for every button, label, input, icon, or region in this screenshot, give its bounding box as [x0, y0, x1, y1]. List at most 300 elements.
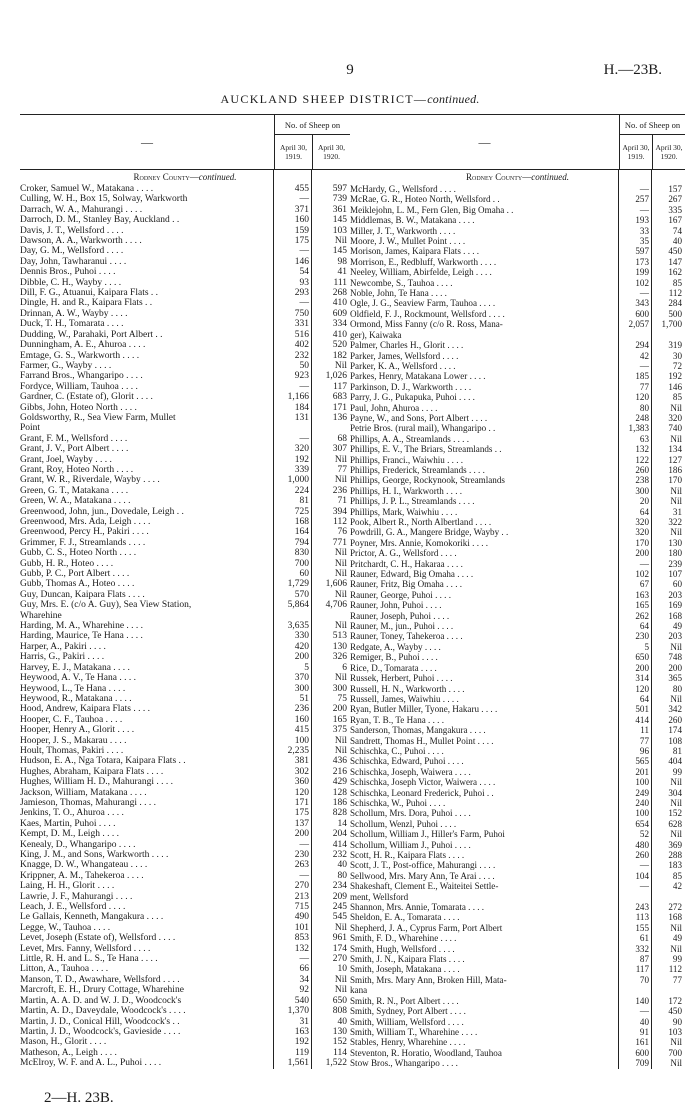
- sheep-1919-cell: 381: [294, 756, 309, 767]
- sheep-1919-cell: 140: [635, 995, 649, 1006]
- table-row: [20, 351, 350, 361]
- sheep-1920-cell: 284: [668, 298, 682, 309]
- sheep-1919-cell: 52: [639, 829, 649, 840]
- sheep-1920-cell: 326: [332, 652, 347, 663]
- sheep-1919-cell: 1,561: [287, 1058, 309, 1069]
- owner-name-cell: Russek, Herbert, Puhoi . . . .: [350, 673, 453, 684]
- owner-name-cell: Gibbs, John, Hoteo North . . . .: [20, 402, 137, 413]
- sheep-1920-cell: Nil: [670, 1058, 682, 1069]
- owner-name-cell: Mason, H., Glorit . . . .: [20, 1037, 107, 1048]
- owner-name-cell: Rauner, Edward, Big Omaha . . . .: [350, 569, 474, 580]
- owner-name-cell: Dill, F. G., Atuanui, Kaipara Flats . .: [20, 288, 159, 299]
- sheep-1919-cell: 34: [299, 974, 309, 985]
- table-row: [350, 371, 685, 381]
- sheep-1919-cell: 5: [644, 641, 649, 652]
- sheep-1920-cell: Nil: [334, 236, 347, 247]
- owner-name-cell: Drinnan, A. W., Wayby . . . .: [20, 308, 128, 319]
- sheep-1920-cell: Nil: [334, 974, 347, 985]
- sheep-1920-cell: [312, 611, 350, 621]
- sheep-1920-cell: 168: [668, 912, 682, 923]
- table-row: [20, 465, 350, 475]
- sheep-1919-cell: 100: [635, 777, 649, 788]
- table-row: [20, 517, 350, 527]
- table-row: [350, 361, 685, 371]
- sheep-1919-cell: 35: [639, 236, 649, 247]
- sheep-1920-cell: 597: [332, 184, 347, 194]
- owner-name-cell: King, J. M., and Sons, Warkworth . . . .: [20, 850, 169, 860]
- table-row: [20, 912, 350, 922]
- owner-name-cell: Green, W. A., Matakana . . . .: [20, 496, 131, 507]
- sheep-1920-cell: 182: [332, 350, 347, 361]
- sheep-1920-cell: 410: [332, 298, 347, 309]
- owner-name-cell: Hudson, E. A., Nga Totara, Kaipara Flats . .: [20, 756, 186, 767]
- table-row: [350, 1058, 685, 1068]
- sheep-1920-cell: 40: [337, 1016, 347, 1027]
- sheep-1920-cell: 14: [337, 818, 347, 829]
- sheep-1920-cell: [312, 423, 350, 433]
- owner-name-cell: ment, Wellsford: [350, 891, 409, 902]
- sheep-1920-cell: 609: [332, 308, 347, 319]
- sheep-1920-cell: 30: [672, 350, 682, 361]
- table-row: [20, 944, 350, 954]
- table-row: [350, 850, 685, 860]
- table-row: [350, 475, 685, 485]
- sheep-1919-cell: 63: [639, 433, 649, 444]
- sheep-1919-cell: 1,729: [287, 579, 309, 590]
- sheep-1920-cell: 650: [332, 995, 347, 1006]
- owner-name-cell: Harding, M. A., Wharehine . . . .: [20, 621, 144, 632]
- owner-name-cell: Russell, James, Waiwhiu . . . .: [350, 693, 459, 704]
- table-row: [20, 985, 350, 995]
- owner-name-cell: Gubb, P. C., Port Albert . . . .: [20, 569, 130, 580]
- sheep-1919-cell: 91: [639, 1026, 649, 1037]
- table-row: [20, 860, 350, 870]
- sheep-1920-cell: 200: [332, 704, 347, 715]
- sheep-1919-cell: 830: [294, 548, 309, 559]
- sheep-1919-cell: 370: [294, 673, 309, 684]
- sheep-1919-cell: 420: [294, 641, 309, 652]
- owner-name-cell: Hughes, William H. D., Mahurangi . . . .: [20, 777, 174, 788]
- sheep-1919-cell: 113: [635, 912, 649, 923]
- page-reference: H.—23B.: [603, 62, 662, 78]
- owner-name-cell: Powdrill, G. A., Mangere Bridge, Wayby . .: [350, 527, 509, 538]
- sheep-1919-cell: 1,383: [628, 423, 649, 434]
- sheep-1919-cell: 3,635: [287, 621, 309, 632]
- sheep-1919-cell: 67: [639, 579, 649, 590]
- owner-name-cell: Levet, Joseph (Estate of), Wellsford . . . .: [20, 933, 176, 944]
- table-row: [350, 236, 685, 246]
- sheep-1920-cell: 628: [668, 818, 682, 829]
- sheep-1919-cell: 200: [635, 548, 649, 559]
- sheep-1920-cell: 361: [332, 204, 347, 215]
- owner-name-cell: Paul, John, Ahuroa . . . .: [350, 402, 438, 413]
- table-row: [350, 684, 685, 694]
- table-row: [350, 912, 685, 922]
- sheep-1920-cell: 10: [337, 964, 347, 975]
- sheep-1920-cell: Nil: [670, 777, 682, 788]
- sheep-1919-cell: 314: [635, 673, 649, 684]
- sheep-1920-cell: 40: [672, 236, 682, 247]
- owner-name-cell: Ogle, J. G., Seaview Farm, Tauhoa . . . .: [350, 298, 496, 309]
- sheep-1920-cell: Nil: [334, 735, 347, 746]
- owner-name-cell: Poyner, Mrs. Annie, Komokoriki . . . .: [350, 537, 489, 548]
- table-row: [20, 184, 350, 194]
- sheep-1920-cell: 375: [332, 725, 347, 736]
- table-row: [20, 964, 350, 974]
- owner-name-cell: Miller, J. T., Warkworth . . . .: [350, 225, 456, 236]
- sheep-1919-cell: 570: [294, 589, 309, 600]
- owner-name-cell: Kaes, Martin, Puhoi . . . .: [20, 818, 116, 829]
- owner-name-cell: Harper, A., Pakiri . . . .: [20, 641, 106, 652]
- sheep-1920-cell: 429: [332, 777, 347, 788]
- owner-name-cell: Martin, A. D., Daveydale, Woodcock's . . . .: [20, 1006, 186, 1017]
- table-row: [20, 871, 350, 881]
- table-row: [350, 392, 685, 402]
- table-row: [350, 694, 685, 704]
- owner-name-cell: Dennis Bros., Puhoi . . . .: [20, 267, 116, 278]
- owner-name-cell: Smith, R. N., Port Albert . . . .: [350, 995, 459, 1006]
- sheep-1920-cell: 130: [332, 1026, 347, 1037]
- table-row: [350, 819, 685, 829]
- owner-name-cell: Sellwood, Mrs. Mary Ann, Te Arai . . . .: [350, 870, 495, 881]
- owner-name-cell: Levet, Mrs. Fanny, Wellsford . . . .: [20, 943, 151, 954]
- sheep-1920-cell: Nil: [334, 548, 347, 559]
- sheep-1919-cell: 597: [635, 246, 649, 257]
- sheep-1919-cell: 117: [635, 964, 649, 975]
- sheep-1920-cell: 174: [668, 725, 682, 736]
- table-row: [350, 767, 685, 777]
- owner-name-cell: Culling, W. H., Box 15, Solway, Warkworth: [20, 194, 188, 205]
- sheep-1920-cell: 42: [672, 881, 682, 892]
- owner-name-cell: Schollum, Wenzl, Puhoi . . . .: [350, 818, 457, 829]
- sheep-1920-cell: 186: [332, 797, 347, 808]
- sheep-1920-cell: 112: [333, 517, 347, 527]
- sheep-1920-cell: 320: [668, 412, 682, 423]
- sheep-1919-cell: 163: [635, 589, 649, 600]
- sheep-1920-cell: 245: [332, 902, 347, 913]
- owner-name-cell: Dingle, H. and R., Kaipara Flats . .: [20, 298, 153, 309]
- sheep-1919-cell: —: [639, 204, 649, 215]
- table-row: [20, 892, 350, 902]
- owner-name-cell: Rauner, Joseph, Puhoi . . . .: [350, 610, 450, 621]
- owner-name-cell: Grant, F. M., Wellsford . . . .: [20, 433, 128, 444]
- table-row: [350, 600, 685, 610]
- sheep-1919-cell: 371: [294, 204, 309, 215]
- sheep-1920-cell: 300: [332, 683, 347, 694]
- sheep-1919-cell: 2,057: [628, 319, 649, 330]
- sheep-1920-cell: 260: [668, 714, 682, 725]
- sheep-1920-cell: 319: [668, 340, 682, 351]
- sheep-1920-cell: 134: [668, 444, 682, 455]
- sheep-1919-cell: 332: [635, 943, 649, 954]
- sheep-1920-cell: Nil: [670, 402, 682, 413]
- sheep-1919-cell: 164: [294, 527, 309, 538]
- sheep-1920-cell: Nil: [670, 496, 682, 507]
- owner-name-cell: Rice, D., Tomarata . . . .: [350, 662, 437, 673]
- owner-name-cell: Sandrett, Thomas H., Mullet Point . . . .: [350, 735, 494, 746]
- sheep-1920-cell: 232: [332, 850, 347, 860]
- table-row: [20, 850, 350, 860]
- table-row: [20, 736, 350, 746]
- table-row: [350, 455, 685, 465]
- sheep-1919-cell: 54: [299, 267, 309, 278]
- sheep-1919-cell: 100: [635, 808, 649, 819]
- sheep-1919-cell: 60: [299, 569, 309, 580]
- owner-name-cell: Guy, Mrs. E. (c/o A. Guy), Sea View Station,: [20, 600, 192, 611]
- owner-name-cell: Darroch, D. M., Stanley Bay, Auckland . .: [20, 215, 180, 226]
- owner-name-cell: Greenwood, Mrs. Ada, Leigh . . . .: [20, 517, 151, 527]
- owner-name-cell: Phillips, Franci., Waiwhiu . . . .: [350, 454, 464, 465]
- col-1919-header: April 30, 1919.: [279, 143, 308, 161]
- table-row: [20, 382, 350, 392]
- sheep-1920-cell: 147: [668, 256, 682, 267]
- sheep-1919-cell: 200: [294, 652, 309, 663]
- sheep-1920-cell: Nil: [334, 558, 347, 569]
- table-row: [20, 340, 350, 350]
- sheep-1919-cell: 120: [294, 787, 309, 798]
- table-row: [350, 964, 685, 974]
- table-row: [350, 923, 685, 933]
- sheep-1919-cell: 20: [639, 496, 649, 507]
- sheep-1920-cell: 127: [668, 454, 682, 465]
- sheep-1920-cell: 272: [668, 902, 682, 913]
- owner-name-cell: Phillips, Frederick, Streamlands . . . .: [350, 464, 485, 475]
- sheep-1920-cell: 740: [668, 423, 682, 434]
- table-row: [20, 788, 350, 798]
- owner-name-cell: Scott, J. T., Post-office, Mahurangi . . . .: [350, 860, 496, 871]
- table-row: [20, 621, 350, 631]
- owner-name-cell: Kempt, D. M., Leigh . . . .: [20, 829, 119, 840]
- sheep-1920-cell: 40: [337, 860, 347, 871]
- owner-name-cell: Smith, Hugh, Wellsford . . . .: [350, 943, 455, 954]
- table-row: [350, 788, 685, 798]
- heading-continued: continued.: [427, 92, 480, 106]
- sheep-1920-cell: 6: [342, 662, 347, 673]
- table-row: [350, 444, 685, 454]
- table-row: [350, 309, 685, 319]
- owner-name-cell: Le Gallais, Kenneth, Mangakura . . . .: [20, 912, 164, 923]
- sheep-1919-cell: 42: [639, 350, 649, 361]
- sheep-1920-cell: Nil: [334, 985, 347, 996]
- sheep-1919-cell: 184: [294, 402, 309, 413]
- sheep-1919-cell: 93: [299, 277, 309, 288]
- table-row: [20, 840, 350, 850]
- sheep-1920-cell: 513: [332, 631, 347, 642]
- sheep-1920-cell: 85: [672, 392, 682, 403]
- sheep-1920-cell: 49: [672, 933, 682, 944]
- sheep-1920-cell: 450: [668, 1006, 682, 1017]
- sheep-1920-cell: 239: [668, 558, 682, 569]
- sheep-1919-cell: [619, 892, 652, 902]
- sheep-1919-cell: 192: [294, 454, 309, 465]
- sheep-1920-cell: 171: [332, 402, 347, 413]
- table-row: [350, 1017, 685, 1027]
- table-row: [350, 777, 685, 787]
- table-row: [350, 246, 685, 256]
- owner-name-cell: Smith, William T., Wharehine . . . .: [350, 1026, 478, 1037]
- table-row: [350, 330, 685, 340]
- sheep-1919-cell: 122: [635, 454, 649, 465]
- sheep-1919-cell: 160: [294, 714, 309, 725]
- table-row: [350, 715, 685, 725]
- sheep-1920-cell: Nil: [670, 922, 682, 933]
- sheep-1919-cell: —: [299, 839, 309, 850]
- table-row: [350, 611, 685, 621]
- owner-name-cell: Schollum, William J., Hiller's Farm, Puhoi: [350, 829, 505, 840]
- owner-name-cell: Meiklejohn, L. M., Fern Glen, Big Omaha . .: [350, 204, 514, 215]
- sheep-1920-cell: 342: [668, 704, 682, 715]
- table-row: [20, 975, 350, 985]
- sheep-1919-cell: 238: [635, 475, 649, 486]
- owner-name-cell: Hooper, Henry A., Glorit . . . .: [20, 725, 135, 736]
- owner-name-cell: Palmer, Charles H., Glorit . . . .: [350, 340, 464, 351]
- table-row: [20, 1048, 350, 1058]
- owner-name-cell: Redgate, A., Wayby . . . .: [350, 641, 441, 652]
- sheep-1920-cell: 4,706: [325, 600, 347, 611]
- table-row: [350, 933, 685, 943]
- table-row: [350, 434, 685, 444]
- sheep-1919-cell: 199: [635, 267, 649, 278]
- sheep-1919-cell: 293: [294, 288, 309, 299]
- owner-name-cell: Manson, T. D., Awawhare, Wellsford . . . .: [20, 974, 180, 985]
- table-row: [350, 871, 685, 881]
- table-row: [20, 548, 350, 558]
- owner-name-cell: Morison, James, Kaipara Flats . . . .: [350, 246, 480, 257]
- owner-name-cell: Hughes, Abraham, Kaipara Flats . . . .: [20, 766, 164, 777]
- sheep-count-title: No. of Sheep on: [620, 115, 685, 135]
- table-row: [350, 631, 685, 641]
- owner-name-cell: Wharehine: [20, 610, 62, 621]
- table-row: [350, 996, 685, 1006]
- sheep-1920-cell: 500: [668, 308, 682, 319]
- sheep-1919-cell: 414: [635, 714, 649, 725]
- sheep-1919-cell: 77: [639, 735, 649, 746]
- sheep-1920-cell: 961: [332, 933, 347, 944]
- owner-name-cell: McHardy, G., Wellsford . . . .: [350, 184, 456, 194]
- table-row: [350, 507, 685, 517]
- table-row: [350, 319, 685, 329]
- sheep-1919-cell: 360: [294, 777, 309, 788]
- sheep-1920-cell: 771: [332, 537, 347, 548]
- table-row: [350, 663, 685, 673]
- sheep-1920-cell: 107: [668, 569, 682, 580]
- owner-name-cell: Smith, William, Wellsford . . . .: [350, 1016, 464, 1027]
- owner-name-cell: Phillips, A. A., Streamlands . . . .: [350, 433, 469, 444]
- table-row: [20, 257, 350, 267]
- table-row: [350, 798, 685, 808]
- sheep-1920-cell: 162: [668, 267, 682, 278]
- sheep-1920-cell: 165: [332, 714, 347, 725]
- table-row: [20, 631, 350, 641]
- county-continued: continued.: [531, 172, 569, 182]
- sheep-1919-cell: 80: [639, 402, 649, 413]
- owner-name-cell: Phillips, J. P. L., Streamlands . . . .: [350, 496, 475, 507]
- table-row: [20, 746, 350, 756]
- owner-name-cell: Ryan, Butler Miller, Tyone, Hakaru . . . .: [350, 704, 498, 715]
- sheep-count-title: No. of Sheep on: [275, 115, 350, 135]
- sheep-1919-cell: 31: [299, 1016, 309, 1027]
- name-column-header: —: [141, 134, 153, 149]
- left-table: [20, 114, 350, 1069]
- table-row: [20, 413, 350, 423]
- sheep-1919-cell: 11: [640, 725, 649, 736]
- owner-name-cell: Steventon, R. Horatio, Woodland, Tauhoa: [350, 1047, 502, 1058]
- sheep-1919-cell: 302: [294, 766, 309, 777]
- owner-name-cell: Ormond, Miss Fanny (c/o R. Ross, Mana-: [350, 319, 503, 330]
- sheep-count-header: [274, 115, 350, 169]
- table-row: [20, 455, 350, 465]
- sheep-1920-cell: 77: [672, 974, 682, 985]
- table-row: [20, 215, 350, 225]
- sheep-1919-cell: 120: [635, 683, 649, 694]
- table-row: [350, 673, 685, 683]
- sheep-1920-cell: 365: [668, 673, 682, 684]
- sheep-1920-cell: 450: [668, 246, 682, 257]
- heading-text: AUCKLAND SHEEP DISTRICT—: [220, 92, 428, 106]
- table-row: [20, 475, 350, 485]
- sheep-1919-cell: —: [299, 381, 309, 392]
- owner-name-cell: Dudding, W., Parahaki, Port Albert . .: [20, 329, 163, 340]
- table-row: [350, 1006, 685, 1016]
- table-row: [20, 486, 350, 496]
- owner-name-cell: Newcombe, S., Tauhoa . . . .: [350, 277, 453, 288]
- owner-name-cell: Parkinson, D. J., Warkworth . . . .: [350, 381, 472, 392]
- sheep-1919-cell: [274, 611, 312, 621]
- sheep-1920-cell: 828: [332, 808, 347, 819]
- table-row: [20, 902, 350, 912]
- table-row: [20, 507, 350, 517]
- owner-name-cell: Sanderson, Thomas, Mangakura . . . .: [350, 725, 486, 736]
- table-row: [20, 444, 350, 454]
- table-row: [350, 257, 685, 267]
- owner-name-cell: Harvey, E. J., Matakana . . . .: [20, 662, 130, 673]
- owner-name-cell: Parkes, Henry, Matakana Lower . . . .: [350, 371, 486, 382]
- sheep-1919-cell: 64: [639, 693, 649, 704]
- table-row: [20, 798, 350, 808]
- owner-name-cell: Leach, J. E., Wellsford . . . .: [20, 902, 126, 913]
- owner-name-cell: Schischka, Leonard Frederick, Puhoi . .: [350, 787, 494, 798]
- owner-name-cell: Hooper, J. S., Makarau . . . .: [20, 735, 127, 746]
- owner-name-cell: Little, R. H. and L. S., Te Hana . . . .: [20, 954, 158, 965]
- table-row: [350, 382, 685, 392]
- sheep-1919-cell: 260: [635, 850, 649, 860]
- table-row: [350, 954, 685, 964]
- sheep-1920-cell: 72: [672, 360, 682, 371]
- sheep-1920-cell: 167: [668, 215, 682, 226]
- owner-name-cell: Pook, Albert R., North Albertland . . . .: [350, 517, 492, 527]
- sheep-1920-cell: [652, 985, 685, 995]
- owner-name-cell: Point: [20, 423, 41, 434]
- owner-name-cell: Schollum, Mrs. Dora, Puhoi . . . .: [350, 808, 471, 819]
- owner-name-cell: McElroy, W. F. and A. L., Puhoi . . . .: [20, 1058, 162, 1069]
- owner-name-cell: Greenwood, John, jun., Dovedale, Leigh . .: [20, 506, 184, 517]
- sheep-1920-cell: 117: [333, 381, 347, 392]
- sheep-1920-cell: 49: [672, 621, 682, 632]
- sheep-1920-cell: 85: [672, 870, 682, 881]
- owner-name-cell: Croker, Samuel W., Matakana . . . .: [20, 184, 154, 194]
- sheep-1919-cell: —: [639, 184, 649, 194]
- sheep-1920-cell: 169: [668, 600, 682, 611]
- right-table-body: [350, 170, 685, 1069]
- sheep-1919-cell: 224: [294, 485, 309, 496]
- table-row: [20, 538, 350, 548]
- sheep-1919-cell: 455: [294, 184, 309, 194]
- sheep-1920-cell: 168: [668, 610, 682, 621]
- table-row: [20, 673, 350, 683]
- sheep-1920-cell: Nil: [670, 433, 682, 444]
- owner-name-cell: Lawrie, J. F., Mahurangi . . . .: [20, 891, 133, 902]
- table-row: [350, 860, 685, 870]
